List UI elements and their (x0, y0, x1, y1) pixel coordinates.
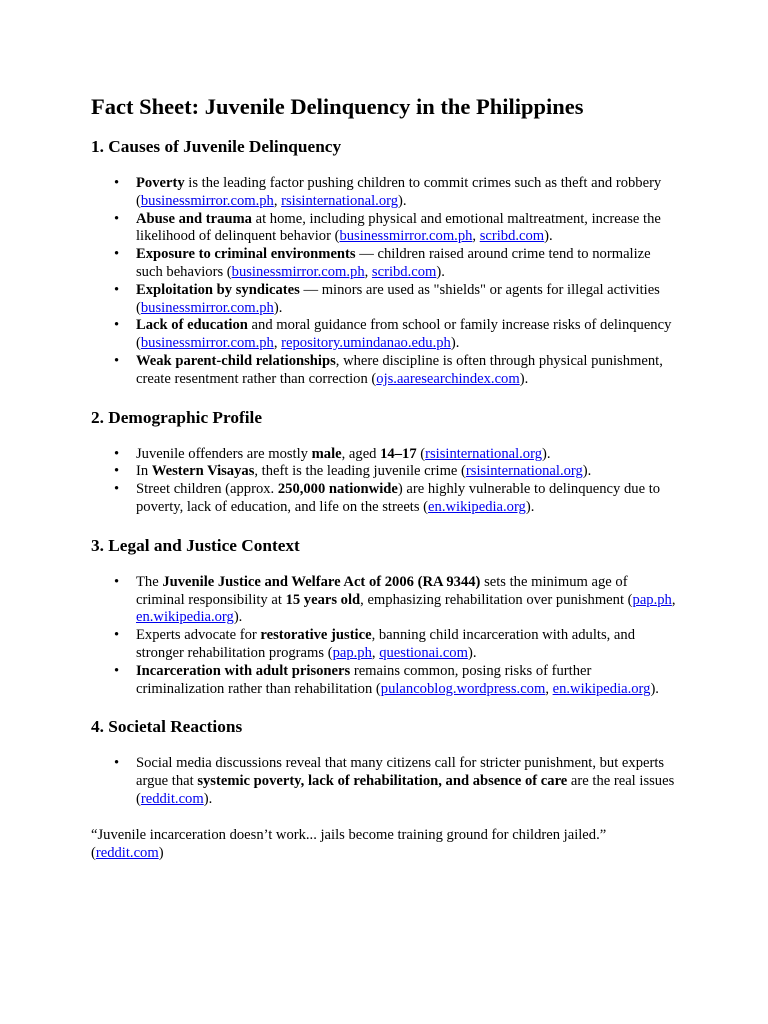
bold-term: 250,000 nationwide (277, 481, 398, 498)
list-item (136, 282, 678, 318)
item-text: , (545, 680, 553, 697)
item-text: ). (467, 644, 477, 661)
item-text: ( (416, 445, 426, 462)
bold-term: 14–17 (380, 445, 417, 462)
item-text: Experts advocate for (136, 627, 261, 644)
sections-container (91, 136, 678, 809)
item-text: , (273, 335, 282, 352)
source-link[interactable]: rsisinternational.org (465, 463, 583, 480)
bold-term: Weak parent-child relationships (136, 352, 336, 369)
item-text: , (472, 228, 480, 245)
bullet-list (91, 446, 678, 517)
item-text: , (273, 192, 282, 209)
list-item (136, 481, 678, 517)
source-link[interactable]: reddit.com (140, 790, 204, 807)
bold-term: Abuse and trauma (136, 210, 252, 227)
list-item (136, 463, 678, 481)
list-item (136, 353, 678, 389)
source-link[interactable]: pap.ph (332, 644, 372, 661)
list-item (136, 317, 678, 353)
source-link[interactable]: pap.ph (632, 591, 672, 608)
bold-term: systemic poverty, lack of rehabilitation, and absence of care (197, 773, 568, 790)
list-item (136, 574, 678, 627)
source-link[interactable]: businessmirror.com.ph (339, 228, 473, 245)
source-link[interactable]: scribd.com (479, 228, 545, 245)
source-link[interactable]: rsisinternational.org (425, 445, 542, 462)
bold-term: Exploitation by syndicates (136, 281, 300, 298)
source-link[interactable]: en.wikipedia.org (552, 680, 651, 697)
source-link[interactable]: pulancoblog.wordpress.com (380, 680, 546, 697)
bold-term: Lack of education (136, 317, 248, 334)
source-link[interactable]: businessmirror.com.ph (140, 192, 274, 209)
item-text: In (136, 463, 152, 480)
section-heading: 4. Societal Reactions (91, 717, 243, 737)
item-text: ). (203, 790, 213, 807)
section-heading: 2. Demographic Profile (91, 407, 263, 427)
item-text: , where discipline is often through physical punishment, create resentment rather than correction ( (136, 352, 663, 387)
item-text: ). (233, 609, 243, 626)
item-text: — minors are used as "shields" or agents for illegal activities ( (136, 281, 660, 316)
source-link[interactable]: rsisinternational.org (281, 192, 399, 209)
list-item (136, 627, 678, 663)
item-text: ). (519, 370, 529, 387)
section-heading: 1. Causes of Juvenile Delinquency (91, 137, 342, 156)
bold-term: Exposure to criminal environments (136, 246, 356, 263)
source-link[interactable]: businessmirror.com.ph (231, 263, 365, 280)
bold-term: restorative justice (260, 627, 372, 644)
quote-close: ) (158, 844, 164, 861)
list-item (136, 175, 678, 211)
bold-term: Incarceration with adult prisoners (136, 662, 351, 679)
item-text: — children raised around crime tend to normalize such behaviors ( (136, 246, 651, 280)
bold-term: 15 years old (285, 591, 361, 608)
item-text: ). (544, 228, 553, 245)
item-text: , (371, 644, 380, 661)
item-text: is the leading factor pushing children to commit crimes such as theft and robbery ( (136, 175, 662, 209)
source-link[interactable]: reddit.com (95, 844, 159, 861)
item-text: ). (450, 335, 460, 352)
item-text: , aged (341, 445, 381, 462)
item-text: , theft is the leading juvenile crime ( (254, 463, 466, 480)
quote-text: “Juvenile incarceration doesn’t work... jails become training ground for children jailed.” ( (91, 826, 607, 861)
bold-term: Poverty (136, 175, 185, 191)
item-text: Street children (approx. (136, 481, 278, 498)
bold-term: Juvenile Justice and Welfare Act of 2006 (RA 9344) (162, 573, 481, 590)
item-text: ) are highly vulnerable to delinquency due to poverty, lack of education, and life on the streets ( (136, 481, 661, 515)
item-text: The (136, 573, 163, 590)
item-text: are the real issues ( (136, 773, 675, 807)
item-text: sets the minimum age of criminal responsibility at (136, 573, 628, 608)
item-text: Juvenile offenders are mostly (136, 445, 312, 462)
source-link[interactable]: en.wikipedia.org (428, 498, 526, 515)
item-text: remains common, posing risks of further criminalization rather than rehabilitation ( (136, 662, 592, 697)
item-text: ). (273, 299, 283, 316)
item-text: ). (525, 498, 535, 515)
source-link[interactable]: businessmirror.com.ph (140, 299, 274, 316)
list-item (136, 246, 678, 282)
item-text: ). (582, 463, 592, 480)
item-text: , banning child incarceration with adults, and stronger rehabilitation programs ( (136, 627, 635, 661)
item-text: Social media discussions reveal that many citizens call for stricter punishment, but experts argue that (136, 755, 665, 790)
closing-quote (91, 827, 678, 863)
item-text: and moral guidance from school or family increase risks of delinquency ( (136, 317, 672, 352)
list-item (136, 446, 678, 464)
bullet-list (91, 574, 678, 699)
item-text: ). (436, 263, 445, 280)
item-text: ). (650, 680, 659, 697)
item-text: ). (542, 445, 551, 462)
section-heading: 3. Legal and Justice Context (91, 535, 300, 555)
source-link[interactable]: questionai.com (379, 644, 468, 661)
item-text: , (364, 263, 372, 280)
bold-term: Western Visayas (151, 463, 255, 480)
source-link[interactable]: en.wikipedia.org (136, 609, 234, 626)
source-link[interactable]: scribd.com (371, 263, 437, 280)
item-text: at home, including physical and emotional maltreatment, increase the likelihood of delinquent behavior ( (136, 210, 661, 245)
item-text: ). (398, 192, 407, 209)
source-link[interactable]: repository.umindanao.edu.ph (281, 335, 451, 352)
source-link[interactable]: ojs.aaresearchindex.com (376, 370, 520, 387)
item-text: , (671, 591, 676, 608)
page-title: Fact Sheet: Juvenile Delinquency in the Philippines (91, 94, 584, 119)
bullet-list (91, 175, 678, 389)
bold-term: male (311, 445, 342, 462)
source-link[interactable]: businessmirror.com.ph (140, 335, 274, 352)
bullet-list (91, 755, 678, 808)
list-item (136, 211, 678, 247)
list-item (136, 663, 678, 699)
item-text: , emphasizing rehabilitation over punishment ( (360, 591, 633, 608)
list-item (136, 755, 678, 808)
